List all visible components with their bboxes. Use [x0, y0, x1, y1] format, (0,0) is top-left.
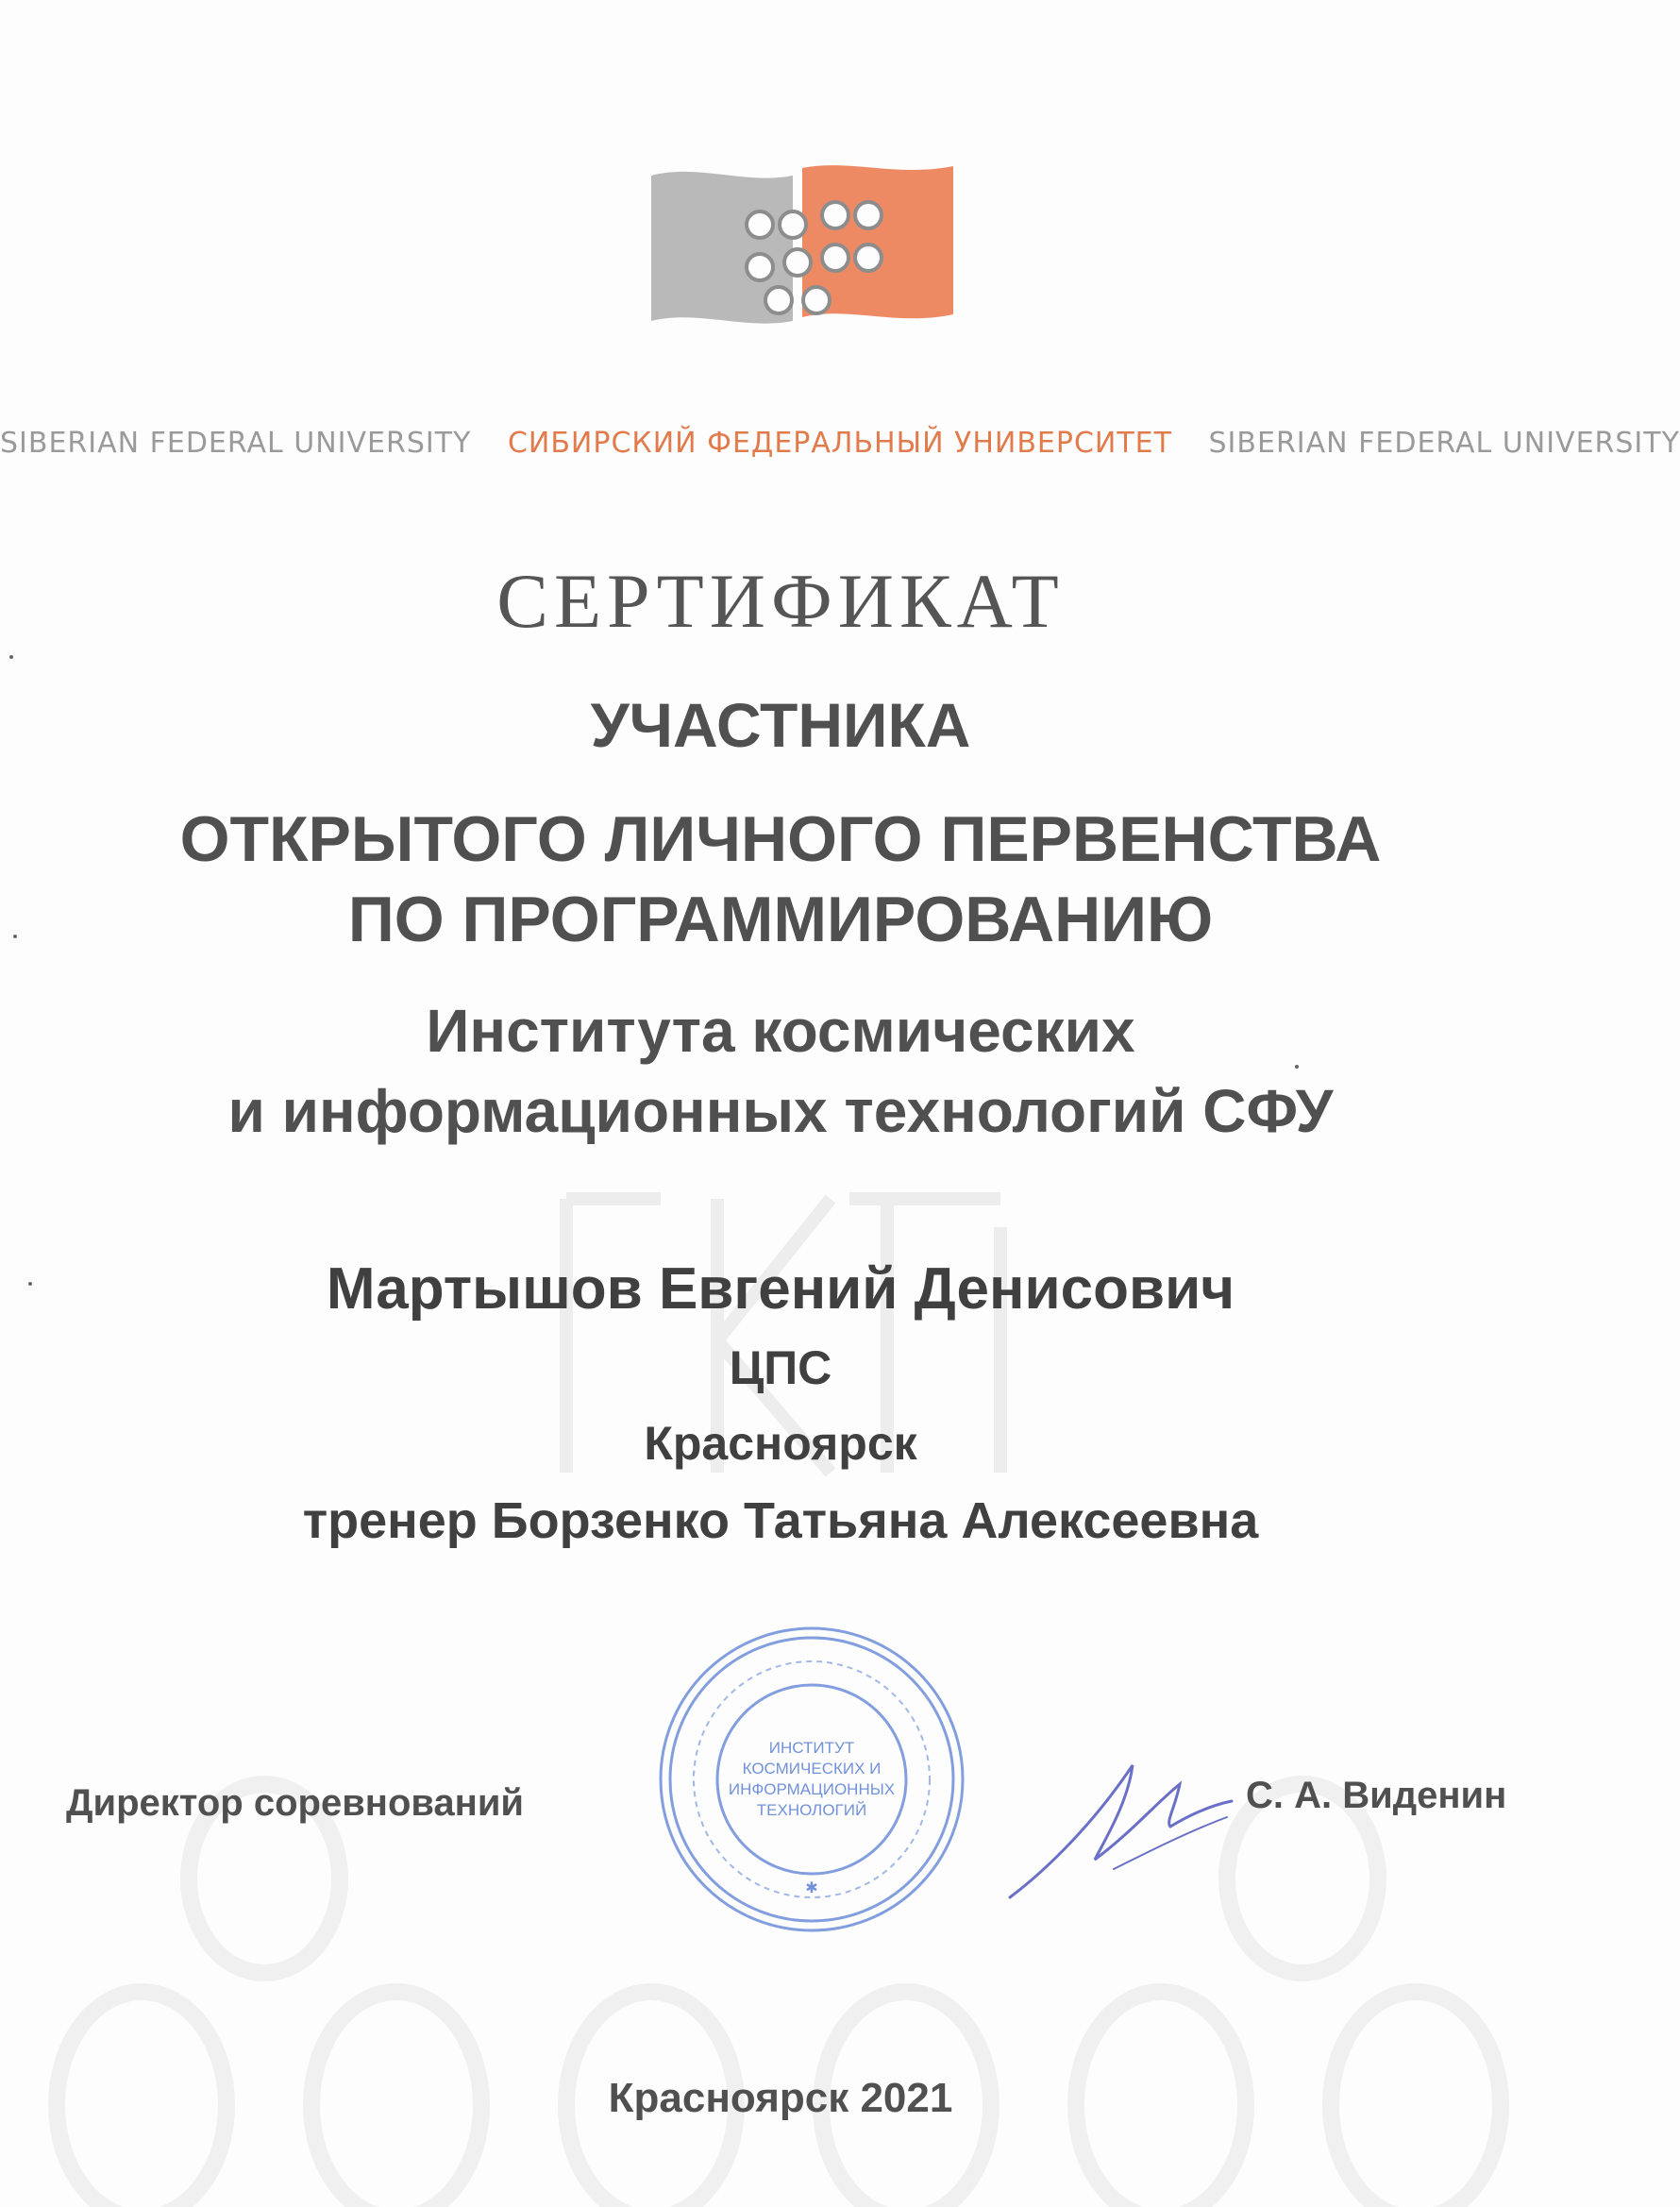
event-name-line2: ПО ПРОГРАММИРОВАНИЮ — [347, 884, 1214, 955]
event-name-line1: ОТКРЫТОГО ЛИЧНОГО ПЕРВЕНСТВА — [179, 803, 1382, 875]
stamp-text-line3: ИНФОРМАЦИОННЫХ — [728, 1780, 896, 1798]
handwritten-signature — [991, 1727, 1236, 1916]
stamp-text-line2: КОСМИЧЕСКИХ И — [742, 1760, 882, 1777]
certificate-title: СЕРТИФИКАТ — [496, 558, 1065, 644]
stamp-text-line4: ТЕХНОЛОГИЙ — [756, 1801, 867, 1819]
participant-organization: ЦПС — [729, 1341, 832, 1394]
sfu-logo — [642, 159, 963, 338]
signatory-role: Директор соревнований — [66, 1782, 525, 1824]
university-name-en-left: SIBERIAN FEDERAL UNIVERSITY — [0, 427, 472, 460]
university-banner — [0, 427, 1680, 464]
university-name-en-right: SIBERIAN FEDERAL UNIVERSITY — [1208, 427, 1680, 460]
institute-name-line1: Института космических — [426, 997, 1135, 1065]
signatory-name: С. А. Виденин — [1246, 1775, 1507, 1816]
university-name-ru: СИБИРСКИЙ ФЕДЕРАЛЬНЫЙ УНИВЕРСИТЕТ — [507, 427, 1172, 460]
scan-speck — [13, 935, 17, 938]
coach-name: тренер Борзенко Татьяна Алексеевна — [302, 1492, 1259, 1549]
institute-name-line2: и информационных технологий СФУ — [227, 1077, 1334, 1145]
scan-speck — [9, 655, 13, 659]
scan-speck — [28, 1282, 32, 1286]
participant-name: Мартышов Евгений Денисович — [326, 1256, 1235, 1322]
place-and-year: Красноярск 2021 — [608, 2075, 953, 2121]
participant-city: Красноярск — [644, 1417, 917, 1470]
official-stamp — [651, 1619, 972, 1940]
certificate-subtitle-participant: УЧАСТНИКА — [590, 690, 971, 760]
stamp-text-line1: ИНСТИТУТ — [768, 1739, 855, 1757]
scan-speck — [1295, 1065, 1299, 1069]
svg-text:✱: ✱ — [805, 1880, 818, 1896]
